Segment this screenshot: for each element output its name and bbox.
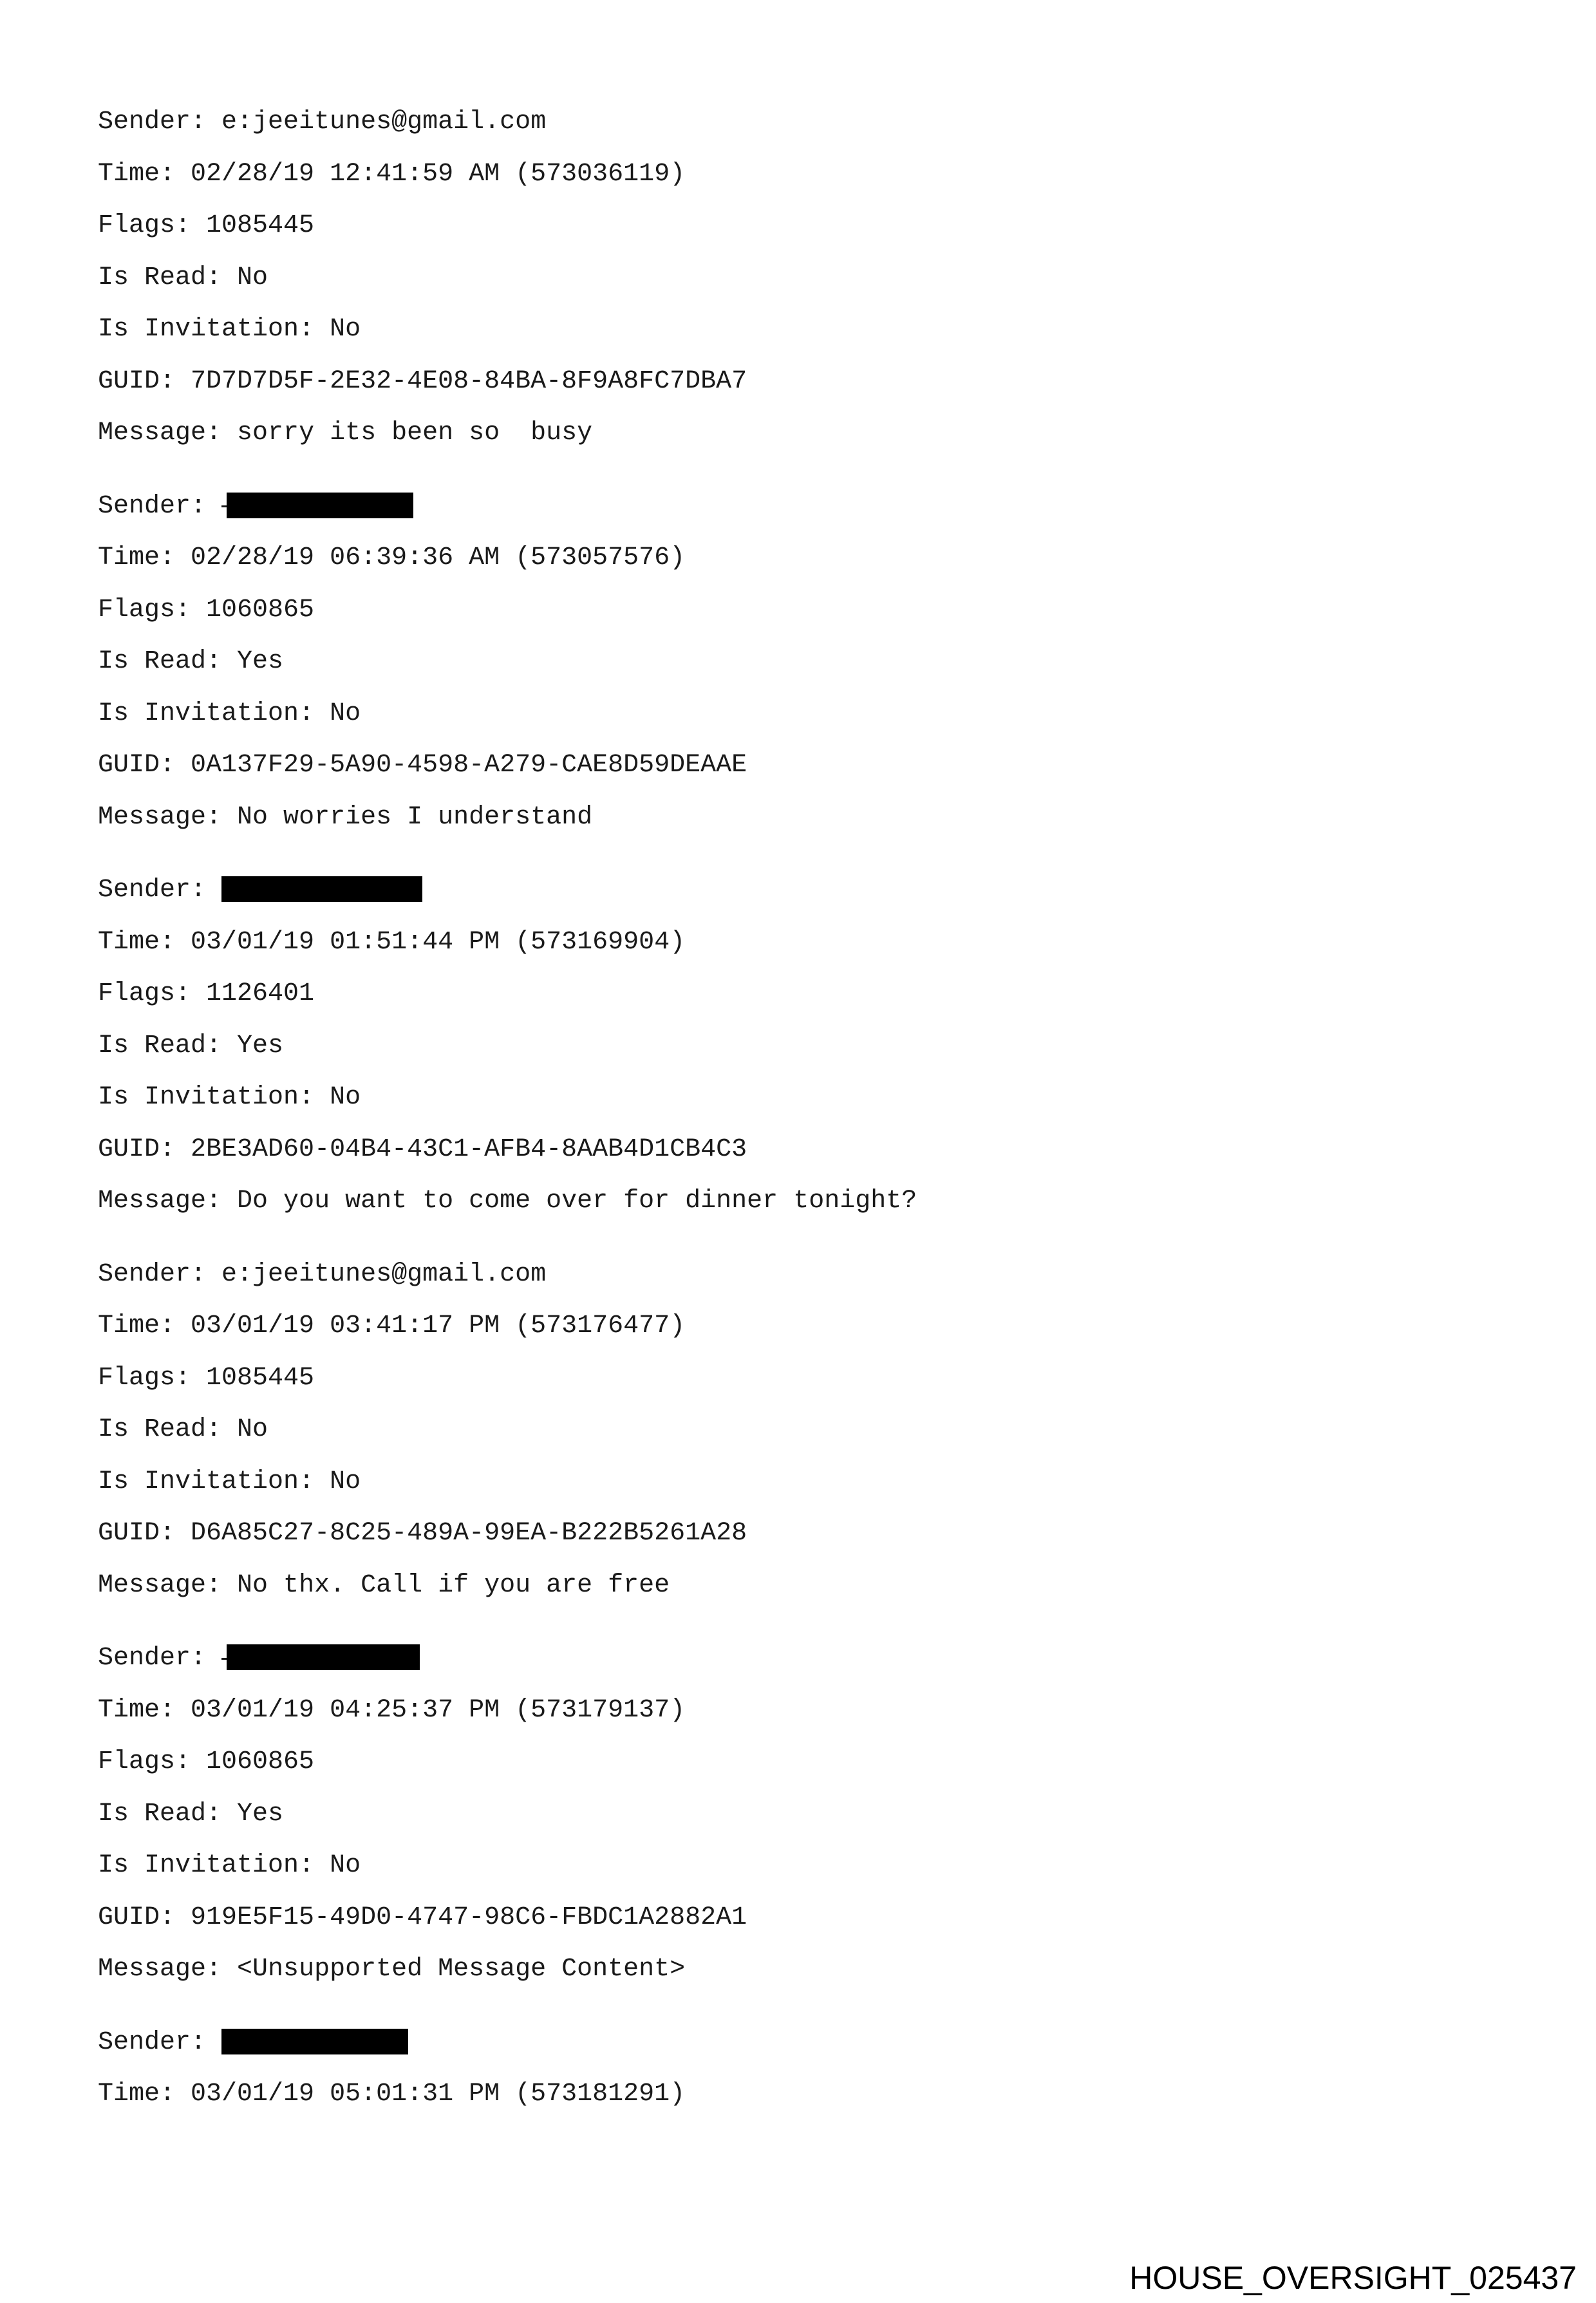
time-value: 03/01/19 05:01:31 PM (573181291)	[191, 2080, 686, 2109]
guid-line	[98, 1508, 1514, 1560]
message-record	[98, 97, 1514, 460]
sender-label: Sender:	[98, 491, 222, 521]
flags-label: Flags:	[98, 595, 207, 625]
message-label: Message:	[98, 1570, 238, 1600]
sender-label: Sender:	[98, 1644, 222, 1673]
message-text: <Unsupported Message Content>	[237, 1955, 686, 1984]
is-invitation-value: No	[330, 315, 361, 344]
sender-line	[98, 865, 1514, 917]
flags-value: 1060865	[206, 1747, 315, 1777]
message-log	[98, 97, 1514, 2121]
guid-label: GUID:	[98, 1903, 191, 1932]
flags-line	[98, 200, 1514, 252]
time-value: 02/28/19 12:41:59 AM (573036119)	[191, 159, 686, 189]
guid-value: 7D7D7D5F-2E32-4E08-84BA-8F9A8FC7DBA7	[191, 366, 747, 396]
message-text: Do you want to come over for dinner tonight?	[237, 1187, 917, 1216]
message-record	[98, 1249, 1514, 1612]
time-label: Time:	[98, 1695, 191, 1725]
redaction-edge	[221, 1658, 227, 1660]
time-label: Time:	[98, 543, 191, 573]
message-label: Message:	[98, 418, 238, 448]
guid-line	[98, 740, 1514, 792]
flags-value: 1085445	[206, 1363, 315, 1393]
message-text: No worries I understand	[237, 802, 593, 832]
guid-value: 2BE3AD60-04B4-43C1-AFB4-8AAB4D1CB4C3	[191, 1134, 747, 1164]
guid-line	[98, 1124, 1514, 1176]
sender-line	[98, 97, 1514, 149]
time-label: Time:	[98, 1311, 191, 1341]
guid-line	[98, 1892, 1514, 1944]
message-record	[98, 865, 1514, 1228]
is-invitation-line	[98, 1840, 1514, 1892]
sender-redaction	[221, 876, 422, 902]
is-invitation-line	[98, 688, 1514, 740]
time-line	[98, 917, 1514, 969]
guid-value: D6A85C27-8C25-489A-99EA-B222B5261A28	[191, 1519, 747, 1548]
flags-label: Flags:	[98, 1363, 207, 1393]
redaction-edge	[221, 505, 227, 507]
sender-redaction	[227, 493, 413, 518]
time-line	[98, 2069, 1514, 2121]
is-invitation-label: Is Invitation:	[98, 1083, 330, 1113]
flags-label: Flags:	[98, 1747, 207, 1777]
message-line	[98, 1560, 1514, 1612]
message-line	[98, 408, 1514, 460]
time-line	[98, 532, 1514, 585]
time-label: Time:	[98, 927, 191, 957]
flags-line	[98, 968, 1514, 1020]
flags-value: 1085445	[206, 211, 315, 241]
sender-redaction	[227, 1644, 420, 1670]
message-record	[98, 481, 1514, 844]
is-invitation-line	[98, 1456, 1514, 1509]
message-record	[98, 1633, 1514, 1996]
sender-label: Sender:	[98, 876, 222, 905]
is-read-label: Is Read:	[98, 1031, 238, 1060]
is-invitation-value: No	[330, 699, 361, 728]
time-line	[98, 1685, 1514, 1737]
is-invitation-label: Is Invitation:	[98, 315, 330, 344]
is-invitation-label: Is Invitation:	[98, 1851, 330, 1881]
time-label: Time:	[98, 2080, 191, 2109]
guid-label: GUID:	[98, 1134, 191, 1164]
sender-label: Sender:	[98, 2027, 222, 2057]
is-invitation-line	[98, 1072, 1514, 1124]
is-invitation-label: Is Invitation:	[98, 1467, 330, 1496]
message-line	[98, 1176, 1514, 1228]
is-invitation-value: No	[330, 1467, 361, 1496]
message-record	[98, 2017, 1514, 2121]
flags-line	[98, 1736, 1514, 1789]
message-label: Message:	[98, 1187, 238, 1216]
guid-label: GUID:	[98, 751, 191, 780]
is-read-line	[98, 1020, 1514, 1073]
guid-line	[98, 356, 1514, 408]
is-read-line	[98, 1404, 1514, 1456]
flags-label: Flags:	[98, 211, 207, 241]
guid-value: 919E5F15-49D0-4747-98C6-FBDC1A2882A1	[191, 1903, 747, 1932]
sender-line	[98, 1633, 1514, 1685]
time-line	[98, 149, 1514, 201]
sender-line	[98, 481, 1514, 533]
flags-line	[98, 585, 1514, 637]
is-invitation-line	[98, 304, 1514, 356]
is-invitation-label: Is Invitation:	[98, 699, 330, 728]
message-label: Message:	[98, 802, 238, 832]
flags-label: Flags:	[98, 979, 207, 1009]
is-read-line	[98, 1789, 1514, 1841]
sender-label: Sender:	[98, 1259, 222, 1289]
bates-number: HOUSE_OVERSIGHT_025437	[1129, 2260, 1577, 2296]
is-read-label: Is Read:	[98, 1799, 238, 1828]
is-read-value: Yes	[237, 647, 284, 677]
time-value: 03/01/19 03:41:17 PM (573176477)	[191, 1311, 686, 1341]
message-line	[98, 792, 1514, 844]
message-line	[98, 1944, 1514, 1996]
is-invitation-value: No	[330, 1083, 361, 1113]
sender-line	[98, 1249, 1514, 1301]
guid-label: GUID:	[98, 366, 191, 396]
time-label: Time:	[98, 159, 191, 189]
is-read-value: No	[237, 1415, 268, 1445]
is-read-value: Yes	[237, 1031, 284, 1060]
is-read-label: Is Read:	[98, 1415, 238, 1445]
sender-value: e:jeeitunes@gmail.com	[221, 108, 547, 137]
sender-label: Sender:	[98, 108, 222, 137]
is-invitation-value: No	[330, 1851, 361, 1881]
guid-label: GUID:	[98, 1519, 191, 1548]
message-text: sorry its been so busy	[237, 418, 593, 448]
is-read-value: Yes	[237, 1799, 284, 1828]
time-value: 03/01/19 01:51:44 PM (573169904)	[191, 927, 686, 957]
is-read-line	[98, 636, 1514, 688]
sender-line	[98, 2017, 1514, 2069]
time-line	[98, 1301, 1514, 1353]
flags-value: 1060865	[206, 595, 315, 625]
is-read-value: No	[237, 263, 268, 292]
is-read-label: Is Read:	[98, 263, 238, 292]
is-read-line	[98, 252, 1514, 305]
message-label: Message:	[98, 1955, 238, 1984]
flags-value: 1126401	[206, 979, 315, 1009]
message-text: No thx. Call if you are free	[237, 1570, 670, 1600]
guid-value: 0A137F29-5A90-4598-A279-CAE8D59DEAAE	[191, 751, 747, 780]
flags-line	[98, 1353, 1514, 1405]
time-value: 02/28/19 06:39:36 AM (573057576)	[191, 543, 686, 573]
sender-value: e:jeeitunes@gmail.com	[221, 1259, 547, 1289]
time-value: 03/01/19 04:25:37 PM (573179137)	[191, 1695, 686, 1725]
sender-redaction	[221, 2029, 408, 2054]
is-read-label: Is Read:	[98, 647, 238, 677]
